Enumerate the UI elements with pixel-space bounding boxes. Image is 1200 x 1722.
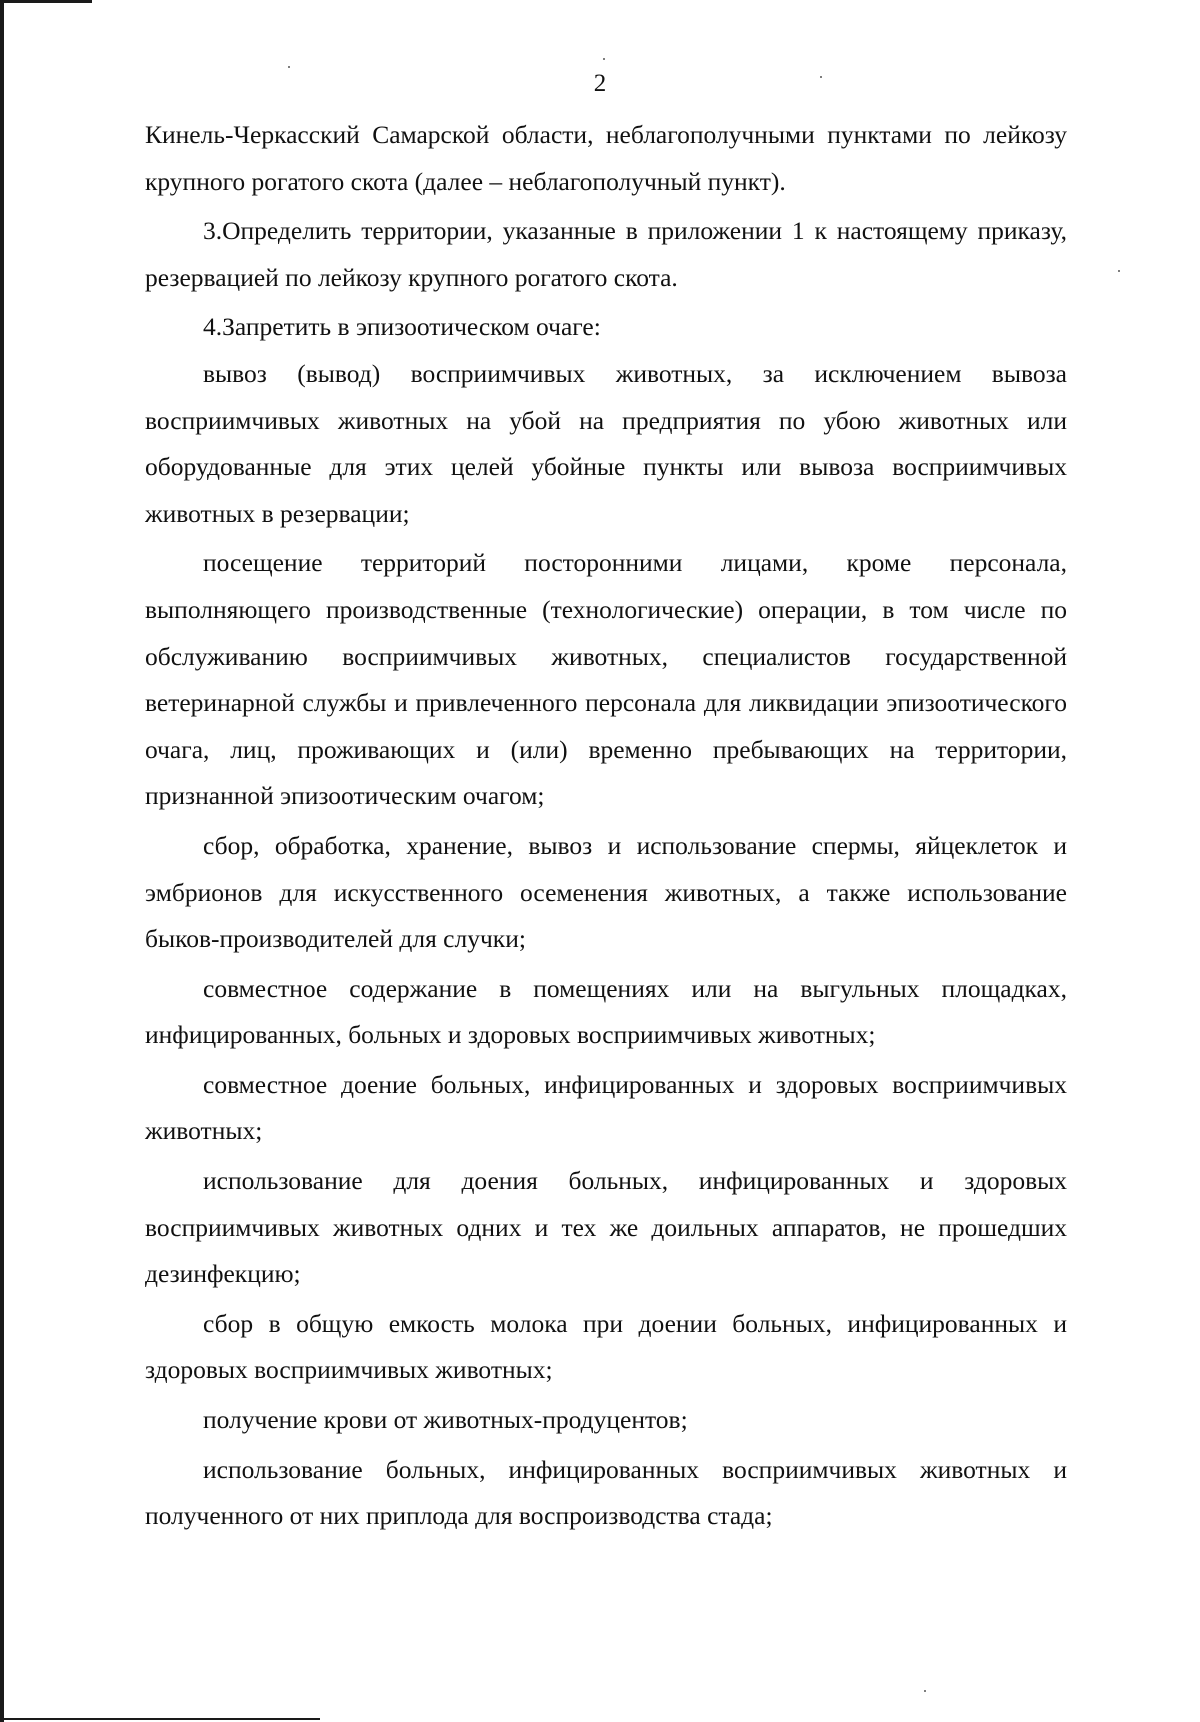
page-number: 2	[593, 70, 607, 97]
paragraph-prohibition-visits: посещение территорий посторонними лицами, кроме персонала, выполняющего производственные (технологические) операции, в том числе по обслуживанию восприимчивых животных, специалистов государственной ветеринарной службы и привлеченного персонала для ликвидации эпизоотического очага, лиц, проживающих и (или) временно пребывающих на территории, признанной эпизоотическим очагом;	[145, 548, 1067, 811]
scan-speck	[288, 66, 290, 68]
paragraph-prohibition-blood: получение крови от животных-продуцентов;	[203, 1405, 688, 1435]
scan-speck	[1118, 270, 1120, 272]
scan-speck	[924, 1690, 926, 1692]
paragraph-item-3: 3.Определить территории, указанные в приложении 1 к настоящему приказу, резервацией по лейкозу крупного рогатого скота.	[145, 216, 1067, 292]
scan-edge-left	[0, 0, 4, 1722]
paragraph-continuation: Кинель-Черкасский Самарской области, неблагополучными пунктами по лейкозу крупного рогатого скота (далее – неблагополучный пункт).	[145, 120, 1067, 196]
paragraph-prohibition-removal: вывоз (вывод) восприимчивых животных, за исключением вывоза восприимчивых животных на убой на предприятия по убою животных или оборудованные для этих целей убойные пункты или вывоза восприимчивых животных в резервации;	[145, 358, 1067, 528]
paragraph-prohibition-joint-milking: совместное доение больных, инфицированных и здоровых восприимчивых животных;	[145, 1069, 1067, 1146]
document-body	[145, 112, 1067, 1540]
paragraph-prohibition-milking-devices: использование для доения больных, инфицированных и здоровых восприимчивых животных одних и тех же доильных аппаратов, не прошедших дезинфекцию;	[145, 1166, 1067, 1289]
paragraph-item-4: 4.Запретить в эпизоотическом очаге:	[203, 312, 601, 342]
scan-edge-top	[0, 0, 92, 3]
paragraph-prohibition-joint-keeping: совместное содержание в помещениях или на выгульных площадках, инфицированных, больных и здоровых восприимчивых животных;	[145, 973, 1067, 1050]
paragraph-prohibition-milk-collection: сбор в общую емкость молока при доении больных, инфицированных и здоровых восприимчивых животных;	[145, 1308, 1067, 1385]
scan-edge-bottom	[0, 1718, 320, 1720]
paragraph-prohibition-reproduction: использование больных, инфицированных восприимчивых животных и полученного от них приплода для воспроизводства стада;	[145, 1454, 1067, 1531]
paragraph-prohibition-sperm: сбор, обработка, хранение, вывоз и использование спермы, яйцеклеток и эмбрионов для искусственного осеменения животных, а также использование быков-производителей для случки;	[145, 830, 1067, 954]
scan-speck	[603, 58, 605, 60]
